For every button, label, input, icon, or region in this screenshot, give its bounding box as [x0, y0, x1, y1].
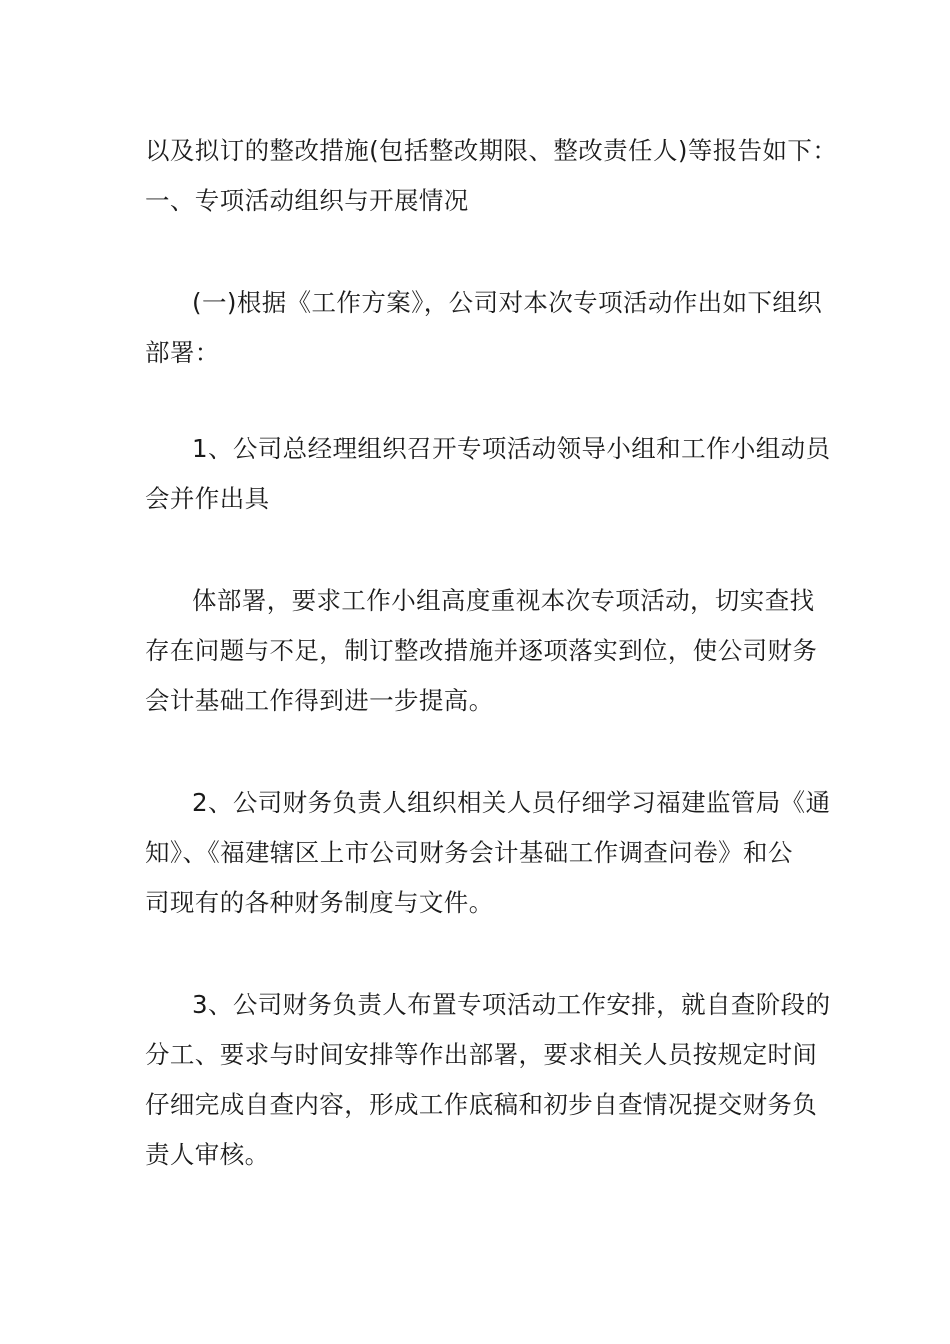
text-line: 会并作出具	[145, 484, 270, 513]
text-line: 仔细完成自查内容，形成工作底稿和初步自查情况提交财务负	[145, 1090, 818, 1119]
text-line: 会计基础工作得到进一步提高。	[145, 686, 494, 715]
text-line: 知》、《福建辖区上市公司财务会计基础工作调查问卷》和公	[145, 838, 793, 867]
text-line: 体部署，要求工作小组高度重视本次专项活动，切实查找	[192, 586, 815, 615]
text-line: 司现有的各种财务制度与文件。	[145, 888, 494, 917]
text-line: 部署：	[145, 338, 220, 367]
text-line: 存在问题与不足，制订整改措施并逐项落实到位，使公司财务	[145, 636, 818, 665]
section-heading: 一、专项活动组织与开展情况	[145, 186, 469, 215]
text-line: 分工、要求与时间安排等作出部署，要求相关人员按规定时间	[145, 1040, 818, 1069]
text-line: 3、公司财务负责人布置专项活动工作安排，就自查阶段的	[192, 990, 831, 1019]
text-line: 以及拟订的整改措施(包括整改期限、整改责任人)等报告如下：	[145, 136, 838, 165]
text-line: 1、公司总经理组织召开专项活动领导小组和工作小组动员	[192, 434, 831, 463]
text-line: 责人审核。	[145, 1140, 270, 1169]
text-line: (一)根据《工作方案》，公司对本次专项活动作出如下组织	[192, 288, 823, 317]
text-line: 2、公司财务负责人组织相关人员仔细学习福建监管局《通	[192, 788, 831, 817]
